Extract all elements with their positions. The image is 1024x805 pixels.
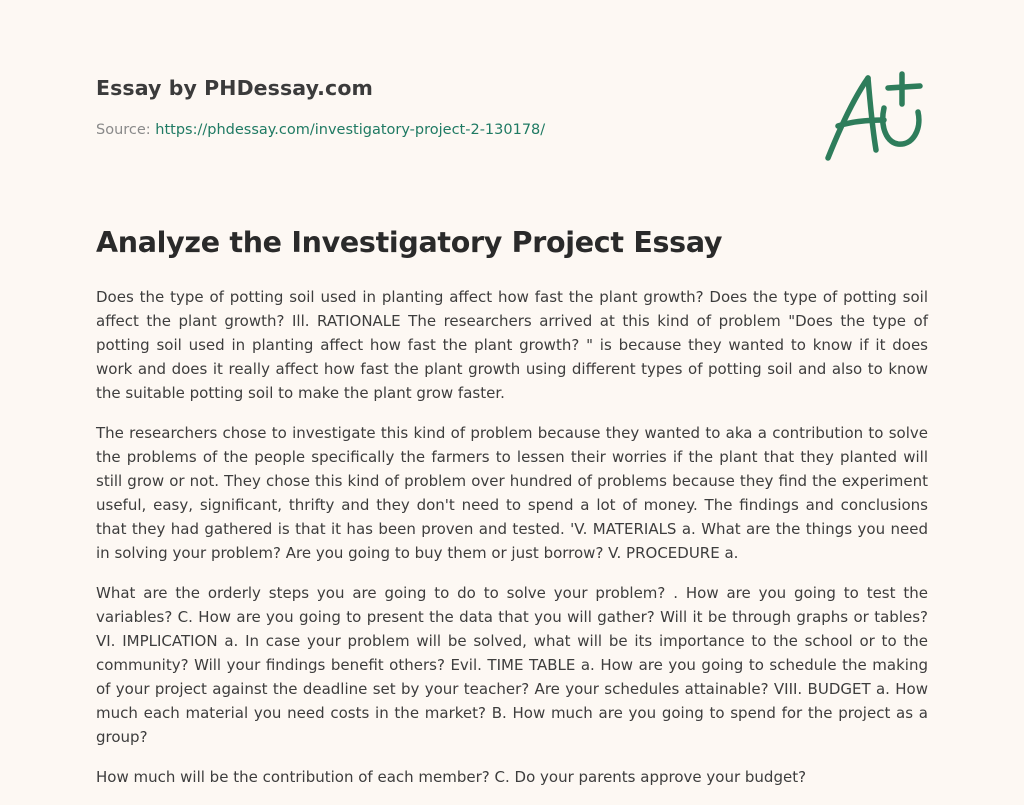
source-link[interactable]: https://phdessay.com/investigatory-project-2-130178/ [155, 122, 546, 138]
brand-title: Essay by PHDessay.com [96, 76, 373, 100]
essay-body [96, 285, 928, 805]
document-header [96, 76, 796, 138]
essay-paragraph: What are the orderly steps you are going to do to solve your problem? . How are you going to test the variables? C. How are you going to present the data that you will gather? Will it be through graphs or tables? VI. IMPLICATION a. In case your problem will be solved, what will be its importance to the school or to the community? Will your findings benefit others? Evil. TIME TABLE a. How are you going to schedule the making of your project against the deadline set by your teacher? Are your schedules attainable? VIII. BUDGET a. How much each material you need costs in the market? B. How much are you going to spend for the project as a group? [96, 584, 928, 746]
essay-paragraph: Does the type of potting soil used in planting affect how fast the plant growth? Does the type of potting soil affect the plant growth? Ill. RATIONALE The researchers arrived at this kind of problem "Does the type of potting soil used in planting affect how fast the plant growth? " is because they wanted to know if it does work and does it really affect how fast the plant growth using different types of potting soil and also to know the suitable potting soil to make the plant grow faster. [96, 288, 928, 402]
source-label: Source: [96, 122, 151, 138]
source-line [96, 122, 796, 138]
essay-paragraph: How much will be the contribution of each member? C. Do your parents approve your budget? [96, 768, 807, 786]
a-plus-grade-icon [820, 68, 930, 164]
essay-paragraph: The researchers chose to investigate this kind of problem because they wanted to aka a contribution to solve the problems of the people specifically the farmers to lessen their worries if the plant that they planted will still grow or not. They chose this kind of problem over hundred of problems because they find the experiment useful, easy, significant, thrifty and they don't need to spend a lot of money. The findings and conclusions that they had gathered is that it has been proven and tested. 'V. MATERIALS a. What are the things you need in solving your problem? Are you going to buy them or just borrow? V. PROCEDURE a. [96, 424, 928, 562]
essay-title: Analyze the Investigatory Project Essay [96, 226, 723, 259]
